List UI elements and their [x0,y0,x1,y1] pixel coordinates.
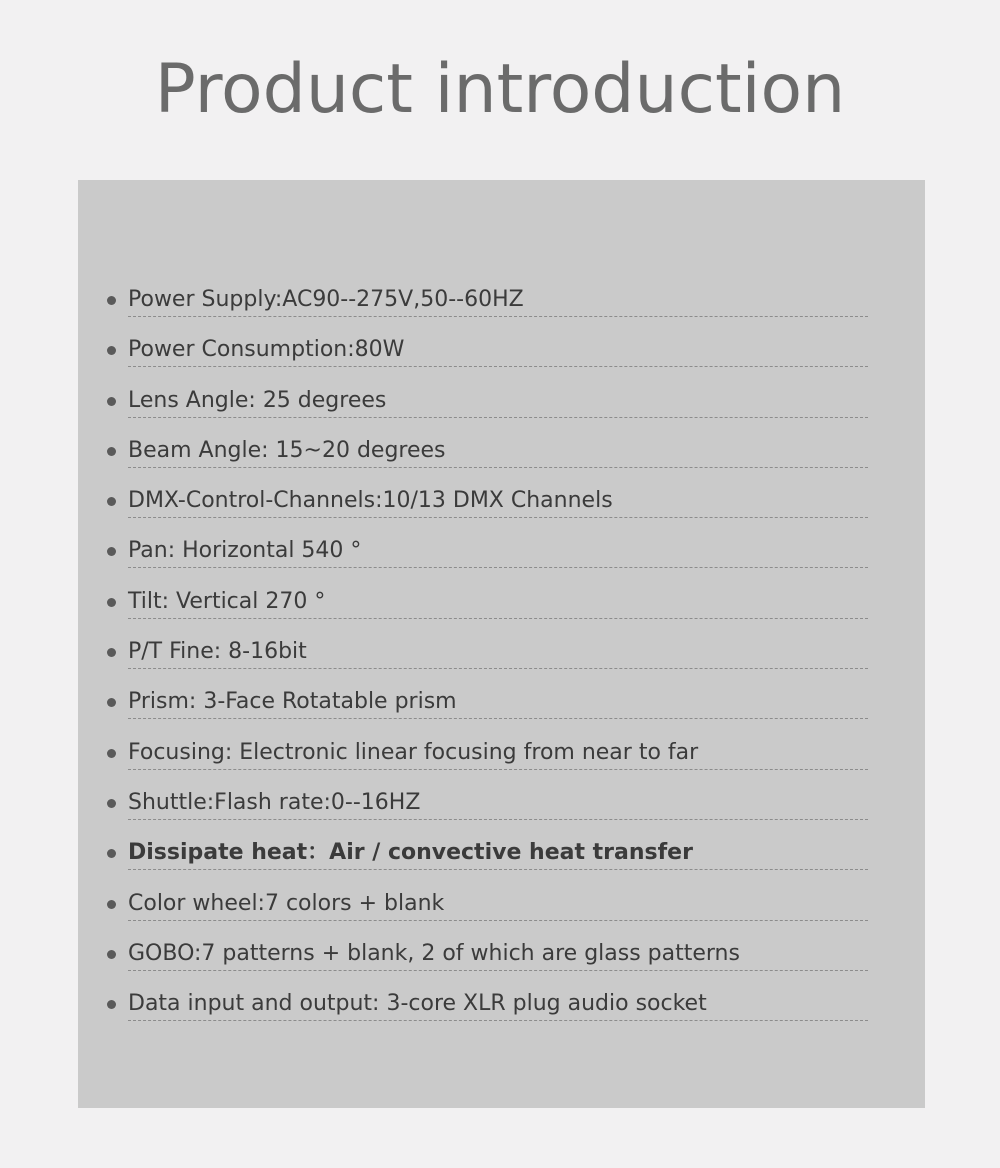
bullet-icon [107,950,116,959]
spec-text: Prism: 3-Face Rotatable prism [128,689,457,715]
spec-item [78,385,925,435]
bullet-icon [107,447,116,456]
bullet-icon [107,849,116,858]
spec-divider [128,787,868,820]
spec-item [78,636,925,686]
spec-divider [128,586,868,619]
spec-item [78,888,925,938]
spec-divider [128,535,868,568]
spec-divider [128,435,868,468]
spec-text: Power Supply:AC90--275V,50--60HZ [128,287,524,312]
bullet-icon [107,346,116,355]
spec-divider [128,888,868,921]
spec-item [78,334,925,384]
spec-panel [78,180,925,1108]
spec-text: DMX-Control-Channels:10/13 DMX Channels [128,488,613,514]
spec-text: Lens Angle: 25 degrees [128,387,387,413]
bullet-icon [107,296,116,305]
spec-divider [128,988,868,1021]
spec-item [78,535,925,585]
spec-text: Beam Angle: 15~20 degrees [128,437,446,463]
page-title: Product introduction [154,50,846,129]
spec-divider [128,686,868,719]
bullet-icon [107,397,116,406]
bullet-icon [107,547,116,556]
spec-item [78,435,925,485]
spec-text: P/T Fine: 8-16bit [128,639,307,665]
spec-item [78,284,925,334]
spec-text: Dissipate heat：Air / convective heat transfer [128,840,693,866]
spec-text: Shuttle:Flash rate:0--16HZ [128,789,421,815]
spec-text: Data input and output: 3-core XLR plug audio socket [128,991,707,1017]
spec-item [78,686,925,736]
spec-text: Color wheel:7 colors + blank [128,890,445,916]
bullet-icon [107,1000,116,1009]
bullet-icon [107,900,116,909]
spec-item [78,485,925,535]
spec-item [78,938,925,988]
bullet-icon [107,698,116,707]
spec-divider [128,284,868,317]
bullet-icon [107,648,116,657]
bullet-icon [107,749,116,758]
spec-list [78,284,925,1038]
spec-item [78,737,925,787]
spec-divider [128,837,868,870]
spec-text: Power Consumption:80W [128,337,405,363]
spec-item [78,787,925,837]
spec-text: Focusing: Electronic linear focusing from near to far [128,739,699,765]
spec-text: Tilt: Vertical 270 ° [128,588,326,614]
bullet-icon [107,497,116,506]
spec-text: GOBO:7 patterns + blank, 2 of which are glass patterns [128,940,740,966]
spec-divider [128,485,868,518]
bullet-icon [107,799,116,808]
spec-text: Pan: Horizontal 540 ° [128,538,362,564]
spec-divider [128,385,868,418]
spec-divider [128,737,868,770]
spec-item [78,988,925,1038]
spec-divider [128,334,868,367]
spec-item [78,586,925,636]
spec-divider [128,636,868,669]
spec-item [78,837,925,887]
bullet-icon [107,598,116,607]
spec-divider [128,938,868,971]
